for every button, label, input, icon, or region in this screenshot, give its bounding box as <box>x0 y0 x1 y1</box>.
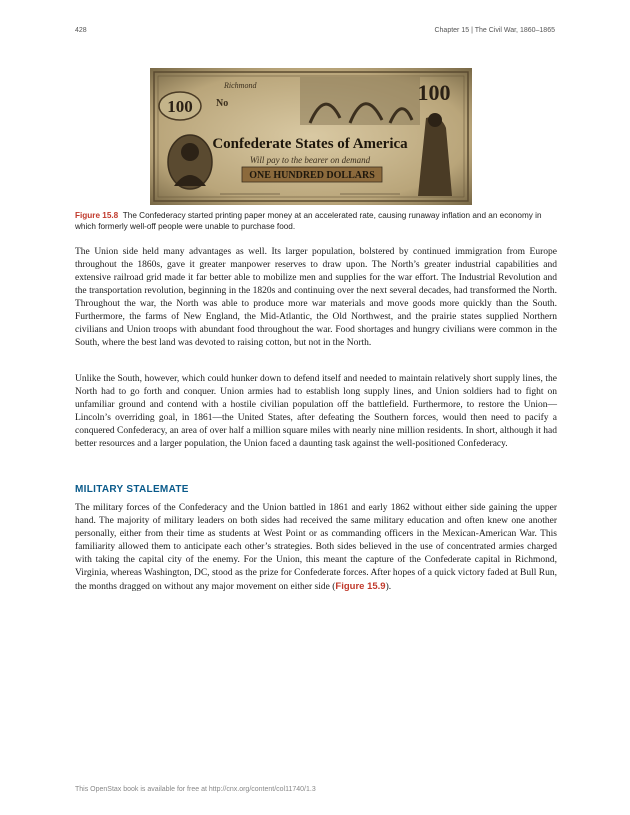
figure-15-9-link[interactable]: Figure 15.9 <box>335 581 386 592</box>
body-paragraph-3-text: The military forces of the Confederacy and the Union battled in 1861 and early 1862 without either side gaining the upper hand. The majority of military leaders on both sides had received the same military education and often knew one another personally, either from their time as students at West Point or as commanding officers in the Mexican-American War. This familiarity allowed them to anticipate each other’s strategies. Both sides believed in the use of concentrated armies charged with taking the capital city of the enemy. For the Union, this meant the capture of the Confederate capital in Richmond, Virginia, whereas Washington, DC, stood as the prize for Confederate forces. After hopes of a quick victory faded at Bull Run, the months dragged on without any major movement on either side ( <box>75 503 557 592</box>
figure-caption <box>75 211 557 232</box>
note-city: Richmond <box>224 81 257 90</box>
body-paragraph-1: The Union side held many advantages as well. Its larger population, bolstered by continued immigration from Europe throughout the 1860s, gave it greater manpower reserves to draw upon. The North’s greater industrial capabilities and extensive railroad grid made it far better able to mobilize men and supplies for the war effort. The Industrial Revolution and the transportation revolution, beginning in the 1820s and continuing over the next several decades, had transformed the North. Throughout the war, the North was able to produce more war materials and move goods more quickly than the South. Furthermore, the farms of New England, the Mid-Atlantic, the Old Northwest, and the prairie states supplied Northern civilians and Union troops with abundant food throughout the war. Food shortages and hungry civilians were common in the South, where the best land was devoted to raising cotton, but not in the North. <box>75 247 557 348</box>
body-paragraph-3 <box>75 502 557 594</box>
note-title: Confederate States of America <box>212 136 408 152</box>
body-paragraph-3-end: ). <box>385 582 392 592</box>
footer-openstax-notice: This OpenStax book is available for free at http://cnx.org/content/col11740/1.3 <box>75 786 316 793</box>
note-amount: ONE HUNDRED DOLLARS <box>249 170 375 181</box>
figure-caption-text: The Confederacy started printing paper money at an accelerated rate, causing runaway inflation and an economy in which formerly well-off people were unable to purchase food. <box>75 211 542 231</box>
confederate-banknote-image <box>150 68 472 205</box>
section-heading-military-stalemate: MILITARY STALEMATE <box>75 484 189 495</box>
page-number: 428 <box>75 27 87 34</box>
figure-label: Figure 15.8 <box>75 211 119 220</box>
note-denomination-left: 100 <box>167 97 193 116</box>
chapter-header: Chapter 15 | The Civil War, 1860–1865 <box>434 27 555 34</box>
note-promise: Will pay to the bearer on demand <box>249 155 371 165</box>
body-paragraph-2: Unlike the South, however, which could hunker down to defend itself and needed to maintain relatively short supply lines, the North had to go forth and conquer. Union armies had to establish long supply lines, and Union soldiers had to fight on unfamiliar ground and contend with a hostile civilian population off the battlefield. Furthermore, to restore the Union—Lincoln’s overriding goal, in 1861—the United States, after defeating the Southern forces, would then need to pacify a conquered Confederacy, an area of over half a million square miles with nearly nine million residents. In short, although it had better resources and a larger population, the Union faced a daunting task against the well-positioned Confederacy. <box>75 374 557 449</box>
note-serial-label: No <box>216 98 229 109</box>
note-denomination-right: 100 <box>417 80 451 105</box>
